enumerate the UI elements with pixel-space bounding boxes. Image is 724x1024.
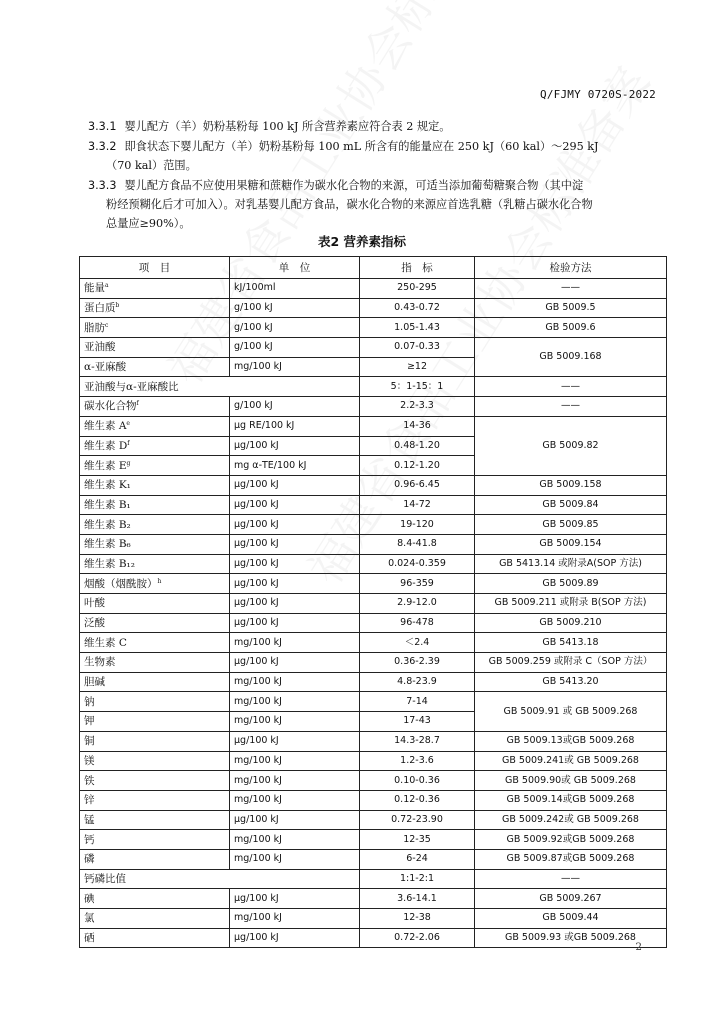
table-row (80, 594, 667, 614)
footnote-marker: f (127, 439, 130, 447)
nutrient-value: 3.6-14.1 (360, 889, 475, 909)
clause-text: 即食状态下婴儿配方（羊）奶粉基粉每 100 mL 所含有的能量应在 250 kJ（60 kal）～295 kJ (124, 140, 599, 153)
nutrient-name: 亚油酸 (80, 338, 230, 358)
nutrient-name: 钾 (80, 712, 230, 732)
nutrient-name: 维生素 B₆ (80, 534, 230, 554)
nutrient-table (79, 256, 667, 948)
nutrient-value: 19-120 (360, 515, 475, 535)
table-row (80, 810, 667, 830)
nutrient-name: 脂肪$^c$ (80, 318, 230, 338)
clause-text: 婴儿配方（羊）奶粉基粉每 100 kJ 所含营养素应符合表 2 规定。 (124, 120, 451, 133)
table-row (80, 416, 667, 436)
nutrient-unit: mg/100 kJ (230, 633, 360, 653)
test-method: GB 5009.85 (475, 515, 667, 535)
test-method: GB 5009.154 (475, 534, 667, 554)
test-method: —— (475, 397, 667, 417)
footnote-marker: c (105, 321, 109, 329)
table-row (80, 692, 667, 712)
nutrient-unit: μg/100 kJ (230, 534, 360, 554)
nutrient-value: 6-24 (360, 849, 475, 869)
table-row (80, 928, 667, 948)
nutrient-value: 1.05-1.43 (360, 318, 475, 338)
nutrient-value: 250-295 (360, 279, 475, 299)
nutrient-unit: μg/100 kJ (230, 810, 360, 830)
table-row (80, 790, 667, 810)
nutrient-name: 镁 (80, 751, 230, 771)
nutrient-unit: mg/100 kJ (230, 790, 360, 810)
nutrient-name: 锌 (80, 790, 230, 810)
nutrient-unit: mg/100 kJ (230, 909, 360, 929)
test-method: GB 5009.91 或 GB 5009.268 (475, 692, 667, 731)
nutrient-value: 0.36-2.39 (360, 653, 475, 673)
test-method: GB 5009.241或 GB 5009.268 (475, 751, 667, 771)
clause-2 (88, 137, 662, 175)
table-row (80, 672, 667, 692)
nutrient-value: 0.96-6.45 (360, 475, 475, 495)
nutrient-value: 96-359 (360, 574, 475, 594)
nutrient-unit: μg/100 kJ (230, 574, 360, 594)
nutrient-name: 磷 (80, 849, 230, 869)
nutrient-name: 钙磷比值 (80, 869, 360, 889)
table-row (80, 495, 667, 515)
nutrient-value: 2.2-3.3 (360, 397, 475, 417)
test-method: GB 5009.44 (475, 909, 667, 929)
test-method: GB 5009.5 (475, 298, 667, 318)
nutrient-name: 烟酸（烟酰胺）$^h$ (80, 574, 230, 594)
nutrient-name: 胆碱 (80, 672, 230, 692)
test-method: GB 5009.87或GB 5009.268 (475, 849, 667, 869)
nutrient-unit: μg/100 kJ (230, 653, 360, 673)
table-row (80, 298, 667, 318)
nutrient-name: α-亚麻酸 (80, 357, 230, 377)
table-row (80, 475, 667, 495)
clause-text: 婴儿配方食品不应使用果糖和蔗糖作为碳水化合物的来源，可适当添加葡萄糖聚合物（其中淀 (124, 179, 584, 192)
nutrient-value: 0.12-0.36 (360, 790, 475, 810)
footnote-marker: b (115, 302, 120, 310)
nutrient-name: 维生素 B₂ (80, 515, 230, 535)
table-row (80, 397, 667, 417)
nutrient-name: 维生素 $A^e$ (80, 416, 230, 436)
nutrient-name: 亚油酸与α-亚麻酸比 (80, 377, 360, 397)
test-method: GB 5009.158 (475, 475, 667, 495)
nutrient-name: 蛋白质$^b$ (80, 298, 230, 318)
document-code: Q/FJMY 0720S-2022 (540, 88, 656, 101)
nutrient-value: 0.07-0.33 (360, 338, 475, 358)
header-value: 指 标 (360, 257, 475, 279)
nutrient-name: 维生素 K₁ (80, 475, 230, 495)
nutrient-name: 维生素 B₁ (80, 495, 230, 515)
clause-number: 3.3.3 (88, 179, 117, 192)
nutrient-value: 7-14 (360, 692, 475, 712)
table-header-row (80, 257, 667, 279)
test-method: GB 5009.168 (475, 338, 667, 377)
nutrient-name: 氯 (80, 909, 230, 929)
table-row (80, 771, 667, 791)
nutrient-value: 0.024-0.359 (360, 554, 475, 574)
nutrient-name: 维生素 $E^g$ (80, 456, 230, 476)
nutrient-unit: μg/100 kJ (230, 475, 360, 495)
nutrient-value: 1.2-3.6 (360, 751, 475, 771)
clause-number: 3.3.1 (88, 120, 117, 133)
nutrient-value: 0.10-0.36 (360, 771, 475, 791)
test-method: GB 5009.242或 GB 5009.268 (475, 810, 667, 830)
test-method: GB 5009.90或 GB 5009.268 (475, 771, 667, 791)
table-title: 表2 营养素指标 (317, 234, 407, 249)
nutrient-unit: μg/100 kJ (230, 436, 360, 456)
nutrient-unit: kJ/100ml (230, 279, 360, 299)
nutrient-unit: mg/100 kJ (230, 849, 360, 869)
nutrient-name: 生物素 (80, 653, 230, 673)
table-row (80, 869, 667, 889)
header-method: 检验方法 (475, 257, 667, 279)
footnote-marker: g (126, 459, 131, 467)
nutrient-unit: mg/100 kJ (230, 771, 360, 791)
nutrient-value: 0.72-2.06 (360, 928, 475, 948)
table-row (80, 889, 667, 909)
nutrient-name: 铁 (80, 771, 230, 791)
nutrient-name: 锰 (80, 810, 230, 830)
test-method: GB 5413.20 (475, 672, 667, 692)
test-method: —— (475, 279, 667, 299)
footnote-marker: e (126, 420, 130, 428)
test-method: GB 5413.18 (475, 633, 667, 653)
nutrient-value: 2.9-12.0 (360, 594, 475, 614)
table-row (80, 751, 667, 771)
nutrient-value: 8.4-41.8 (360, 534, 475, 554)
test-method: GB 5009.14或GB 5009.268 (475, 790, 667, 810)
header-unit: 单 位 (230, 257, 360, 279)
nutrient-name: 碳水化合物$^f$ (80, 397, 230, 417)
nutrient-value: 14-72 (360, 495, 475, 515)
nutrient-unit: g/100 kJ (230, 338, 360, 358)
table-row (80, 554, 667, 574)
nutrient-name: 叶酸 (80, 594, 230, 614)
table-row (80, 534, 667, 554)
test-method: —— (475, 377, 667, 397)
table-row (80, 318, 667, 338)
test-method: GB 5413.14 或附录A(SOP 方法) (475, 554, 667, 574)
clause-line: （70 kal）范围。 (106, 159, 197, 172)
nutrient-value: ≥12 (360, 357, 475, 377)
nutrient-unit: μg/100 kJ (230, 889, 360, 909)
table-row (80, 377, 667, 397)
nutrient-unit: mg/100 kJ (230, 672, 360, 692)
nutrient-value: ＜2.4 (360, 633, 475, 653)
table-row (80, 574, 667, 594)
nutrient-unit: μg/100 kJ (230, 594, 360, 614)
table-row (80, 515, 667, 535)
nutrient-value: 14.3-28.7 (360, 731, 475, 751)
clause-line: 总量应≥90%）。 (106, 217, 191, 230)
nutrient-name: 铜 (80, 731, 230, 751)
nutrient-name: 碘 (80, 889, 230, 909)
header-item: 项 目 (80, 257, 230, 279)
test-method: GB 5009.89 (475, 574, 667, 594)
test-method: GB 5009.92或GB 5009.268 (475, 830, 667, 850)
nutrient-value: 14-36 (360, 416, 475, 436)
test-method: GB 5009.211 或附录 B(SOP 方法) (475, 594, 667, 614)
nutrient-value: 0.72-23.90 (360, 810, 475, 830)
nutrient-unit: μg/100 kJ (230, 495, 360, 515)
table-row (80, 279, 667, 299)
clause-1 (88, 117, 662, 136)
table-row (80, 613, 667, 633)
test-method: GB 5009.13或GB 5009.268 (475, 731, 667, 751)
clause-3 (88, 176, 662, 233)
clause-line: 粉经预糊化后才可加入）。对乳基婴儿配方食品，碳水化合物的来源应首选乳糖（乳糖占碳水化合物 (106, 198, 593, 211)
nutrient-unit: mg/100 kJ (230, 712, 360, 732)
nutrient-value: 96-478 (360, 613, 475, 633)
nutrient-unit: μg/100 kJ (230, 731, 360, 751)
nutrient-unit: μg/100 kJ (230, 613, 360, 633)
test-method: GB 5009.259 或附录 C（SOP 方法） (475, 653, 667, 673)
nutrient-value: 0.43-0.72 (360, 298, 475, 318)
clause-line (88, 176, 662, 195)
nutrient-unit: g/100 kJ (230, 318, 360, 338)
nutrient-unit: mg/100 kJ (230, 357, 360, 377)
nutrient-name: 钙 (80, 830, 230, 850)
clause-number: 3.3.2 (88, 140, 117, 153)
nutrient-unit: μg/100 kJ (230, 928, 360, 948)
nutrient-name: 维生素 $D^f$ (80, 436, 230, 456)
clause-line (88, 137, 662, 156)
table-row (80, 633, 667, 653)
nutrient-value: 17-43 (360, 712, 475, 732)
nutrient-unit: mg α-TE/100 kJ (230, 456, 360, 476)
test-method: GB 5009.210 (475, 613, 667, 633)
nutrient-value: 0.12-1.20 (360, 456, 475, 476)
nutrient-name: 泛酸 (80, 613, 230, 633)
test-method: GB 5009.82 (475, 416, 667, 475)
nutrient-unit: mg/100 kJ (230, 751, 360, 771)
table-row (80, 338, 667, 358)
footnote-marker: f (136, 400, 139, 408)
table-row (80, 849, 667, 869)
test-method: GB 5009.6 (475, 318, 667, 338)
footnote-marker: h (157, 577, 162, 585)
table-row (80, 731, 667, 751)
nutrient-unit: mg/100 kJ (230, 692, 360, 712)
nutrient-value: 12-35 (360, 830, 475, 850)
nutrient-name: 硒 (80, 928, 230, 948)
nutrient-name: 钠 (80, 692, 230, 712)
nutrient-unit: μg RE/100 kJ (230, 416, 360, 436)
clause-line (88, 117, 662, 136)
footnote-marker: a (105, 282, 109, 290)
test-method: —— (475, 869, 667, 889)
nutrient-unit: μg/100 kJ (230, 515, 360, 535)
nutrient-unit: μg/100 kJ (230, 554, 360, 574)
table-row (80, 909, 667, 929)
nutrient-name: 维生素 B₁₂ (80, 554, 230, 574)
nutrient-name: 维生素 C (80, 633, 230, 653)
nutrient-value: 1:1-2:1 (360, 869, 475, 889)
test-method: GB 5009.267 (475, 889, 667, 909)
nutrient-unit: g/100 kJ (230, 298, 360, 318)
page-number: 2 (635, 941, 642, 953)
nutrient-value: 0.48-1.20 (360, 436, 475, 456)
nutrient-unit: g/100 kJ (230, 397, 360, 417)
nutrient-name: 能量$^a$ (80, 279, 230, 299)
nutrient-value: 5：1-15：1 (360, 377, 475, 397)
test-method: GB 5009.93 或GB 5009.268 (475, 928, 667, 948)
test-method: GB 5009.84 (475, 495, 667, 515)
nutrient-value: 12-38 (360, 909, 475, 929)
nutrient-value: 4.8-23.9 (360, 672, 475, 692)
nutrient-unit: mg/100 kJ (230, 830, 360, 850)
table-row (80, 653, 667, 673)
table-row (80, 830, 667, 850)
